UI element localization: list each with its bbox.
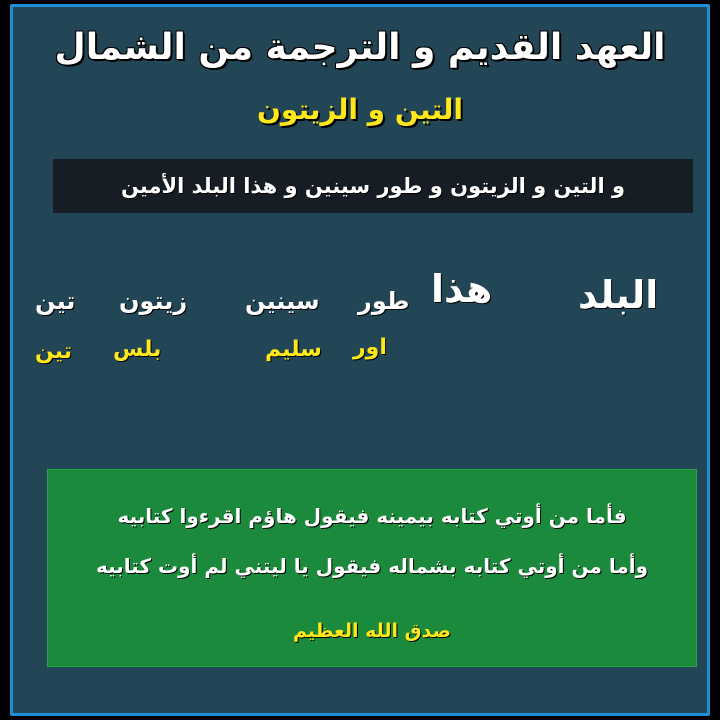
word-ur: اور (353, 335, 387, 360)
word-bals: بلس (113, 337, 162, 362)
word-sinin: سينين (245, 287, 320, 315)
word-zaytun: زيتون (119, 287, 188, 315)
word-hatha: هذا (431, 267, 493, 311)
quote-line-2: وأما من أوتي كتابه بشماله فيقول يا ليتني لم أوت كتابيه (95, 554, 649, 578)
quote-line-1: فأما من أوتي كتابه بيمينه فيقول هاؤم اقرءوا كتابيه (117, 504, 627, 528)
verse-text: و التين و الزيتون و طور سينين و هذا البلد الأمين (121, 174, 625, 198)
word-balad: البلد (578, 273, 659, 317)
page-subtitle: التين و الزيتون (257, 93, 463, 126)
word-tin-translation: تين (35, 339, 73, 364)
quote-signature: صدق الله العظيم (292, 620, 451, 642)
word-salim: سليم (265, 337, 322, 362)
page-title: العهد القديم و الترجمة من الشمال (54, 27, 666, 68)
word-tur: طور (358, 287, 410, 315)
content-panel (10, 4, 710, 716)
quote-box (47, 469, 697, 667)
verse-bar (53, 159, 693, 213)
word-tin: تين (35, 287, 76, 315)
